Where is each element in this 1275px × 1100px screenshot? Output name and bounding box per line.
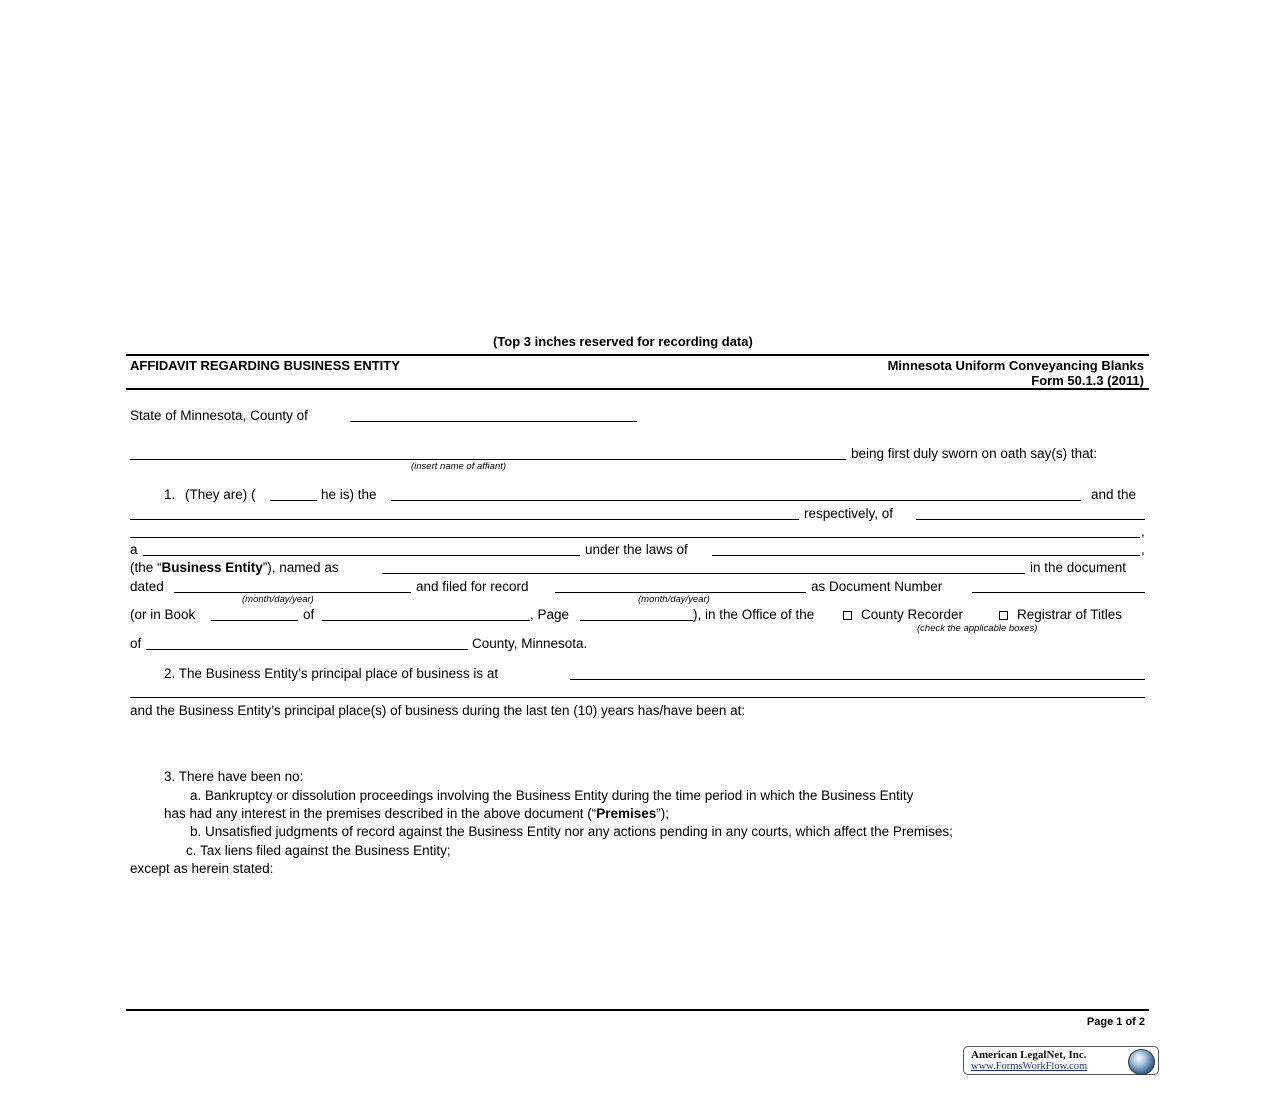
entity-name-field[interactable] — [916, 519, 1145, 520]
dated-text: dated — [130, 579, 164, 594]
para3-c: c. Tax liens filed against the Business Entity; — [186, 843, 451, 858]
except-text: except as herein stated: — [130, 861, 274, 876]
title-field[interactable] — [391, 500, 1081, 501]
county-mn-text: County, Minnesota. — [472, 636, 588, 651]
they-are-field[interactable] — [270, 500, 317, 501]
dated-field[interactable] — [174, 592, 411, 593]
comma-1: , — [1141, 524, 1145, 539]
book-field[interactable] — [211, 620, 298, 621]
county-field[interactable] — [350, 421, 637, 422]
filed-date-hint: (month/day/year) — [638, 594, 710, 605]
form-title: AFFIDAVIT REGARDING BUSINESS ENTITY — [130, 358, 400, 373]
county-name-field[interactable] — [146, 649, 468, 650]
para1-number: 1. — [164, 487, 176, 502]
of2-text: of — [130, 636, 142, 651]
county-recorder-checkbox[interactable] — [843, 611, 852, 620]
doc-number-field[interactable] — [972, 592, 1145, 593]
book-of-field[interactable] — [322, 620, 530, 621]
registrar-checkbox[interactable] — [999, 611, 1008, 620]
of-text: of — [303, 607, 315, 622]
principal-place-field[interactable] — [570, 679, 1145, 680]
affiant-hint: (insert name of affiant) — [411, 461, 507, 472]
check-hint: (check the applicable boxes) — [917, 623, 1038, 634]
filed-for-record-text: and filed for record — [416, 579, 529, 594]
para3-b: b. Unsatisfied judgments of record against the Business Entity nor any actions pending in any courts, which affect the Premises; — [190, 824, 953, 839]
page-text: , Page — [530, 607, 570, 622]
footer-rule — [126, 1009, 1149, 1011]
entity-type-field[interactable] — [143, 555, 580, 556]
reserved-note: (Top 3 inches reserved for recording data) — [493, 334, 753, 349]
comma-2: , — [1141, 542, 1145, 557]
page-field[interactable] — [580, 620, 693, 621]
logo-name: American LegalNet, Inc. — [971, 1049, 1087, 1061]
entity-name-cont-field[interactable] — [130, 537, 1140, 538]
he-is-text: he is) the — [321, 487, 377, 502]
para3-a-line1: a. Bankruptcy or dissolution proceedings involving the Business Entity during the time period in which the Business Entity — [190, 788, 914, 803]
form-number: Form 50.1.3 (2011) — [1031, 373, 1144, 388]
american-legalnet-logo[interactable] — [963, 1046, 1159, 1075]
header-top-rule — [126, 354, 1149, 356]
para3-a-line2-pre: has had any interest in the premises described in the above document (“ — [164, 806, 597, 821]
venue-label: State of Minnesota, County of — [130, 408, 308, 423]
named-as-text: ”), named as — [262, 560, 339, 575]
in-document-text: in the document — [1030, 560, 1127, 575]
the-open-text: (the “ — [130, 560, 162, 575]
a-text: a — [130, 542, 138, 557]
registrar-label: Registrar of Titles — [1017, 607, 1123, 622]
dated-hint: (month/day/year) — [242, 594, 314, 605]
or-in-book-text: (or in Book — [130, 607, 196, 622]
doc-number-text: as Document Number — [811, 579, 943, 594]
office-of-text: ), in the Office of the — [693, 607, 815, 622]
principal-place-cont-field[interactable] — [130, 697, 1145, 698]
affiant-name-field[interactable] — [130, 459, 846, 460]
logo-url[interactable]: www.FormsWorkFlow.com — [971, 1061, 1088, 1072]
globe-icon — [1128, 1049, 1155, 1075]
premises-term: Premises — [596, 806, 657, 821]
and-the-text: and the — [1091, 487, 1137, 502]
oath-text: being first duly sworn on oath say(s) that: — [851, 446, 1098, 461]
business-entity-term: Business Entity — [161, 560, 263, 575]
title2-field[interactable] — [130, 519, 799, 520]
they-are-text: (They are) ( — [185, 487, 256, 502]
last-ten-years-text: and the Business Entity’s principal place(s) of business during the last ten (10) years has/have been at: — [130, 703, 746, 718]
named-as-field[interactable] — [382, 573, 1025, 574]
respectively-of-text: respectively, of — [804, 506, 894, 521]
series-name: Minnesota Uniform Conveyancing Blanks — [887, 358, 1144, 373]
under-laws-text: under the laws of — [585, 542, 688, 557]
jurisdiction-field[interactable] — [712, 555, 1140, 556]
para3-a-line2-post: ”); — [656, 806, 670, 821]
page-number: Page 1 of 2 — [1086, 1016, 1145, 1028]
para3-intro: 3. There have been no: — [164, 769, 304, 784]
para2-text: 2. The Business Entity’s principal place of business is at — [164, 666, 499, 681]
header-bottom-rule — [126, 388, 1149, 390]
county-recorder-label: County Recorder — [861, 607, 964, 622]
filed-date-field[interactable] — [555, 592, 806, 593]
